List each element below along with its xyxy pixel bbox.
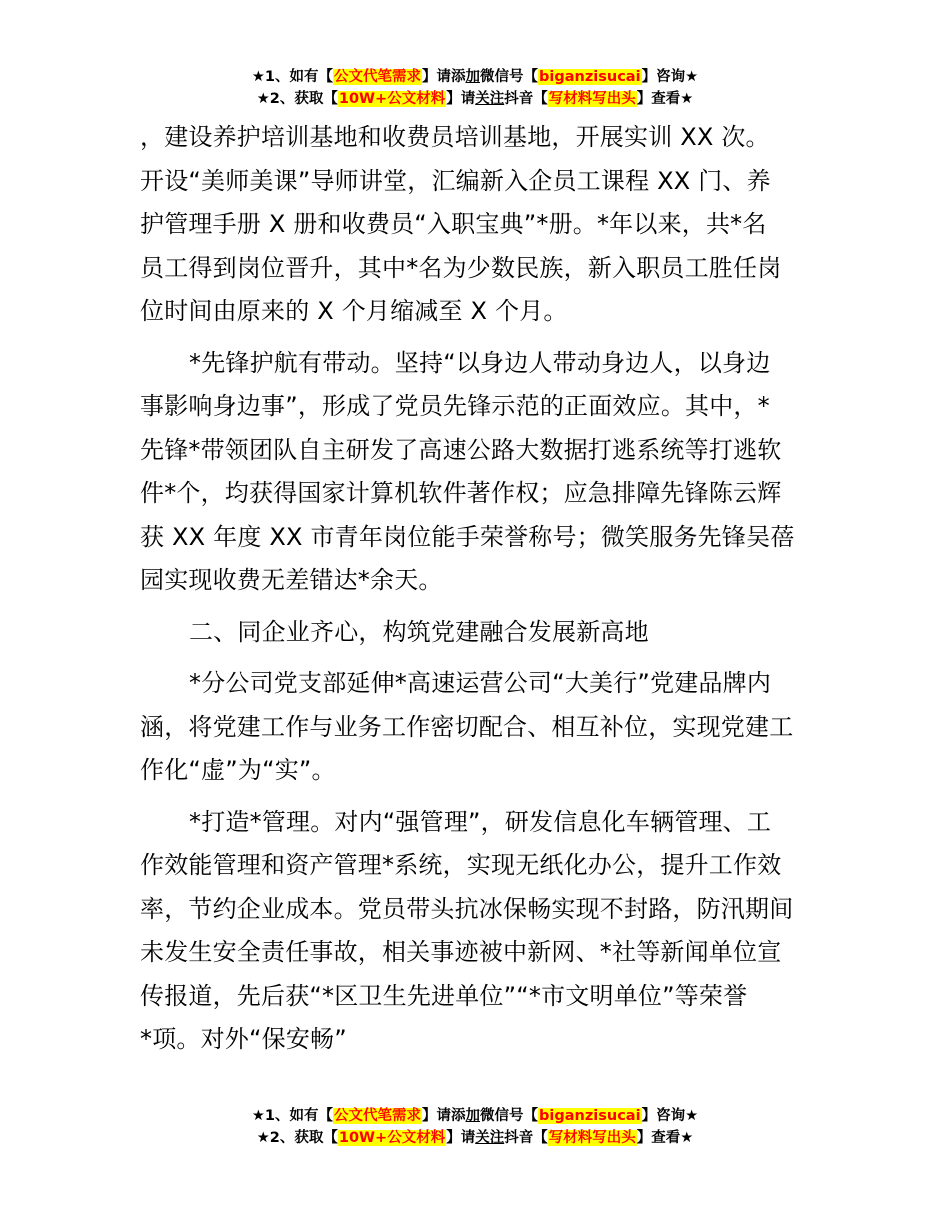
banner-line-1 (0, 66, 950, 88)
banner-highlight: 公文代笔需求 (334, 1108, 422, 1124)
paragraph-line: *先锋护航有带动。坚持“以身边人带动身边人，以身边 (189, 348, 771, 377)
paragraph-line: 先锋*带领团队自主研发了高速公路大数据打逃系统等打逃软 (140, 435, 782, 464)
paragraph-line: *打造*管理。对内“强管理”，研发信息化车辆管理、工 (189, 807, 772, 836)
paragraph-line: 开设“美师美课”导师讲堂，汇编新入企员工课程 XX 门、养 (140, 166, 771, 195)
banner-text: 】请添 (422, 69, 466, 85)
banner-highlight: 写材料写出头 (548, 1130, 636, 1146)
banner-text: 微信号【 (480, 69, 539, 85)
banner-text: 抖音【 (504, 1130, 548, 1146)
banner-text: 抖音【 (504, 91, 548, 107)
banner-highlight: 10W+公文材料 (338, 91, 446, 107)
banner-text: ★1、如有【 (251, 1108, 334, 1124)
banner-text: 】请 (446, 91, 476, 107)
paragraph-line: 护管理手册 X 册和收费员“入职宝典”*册。*年以来，共*名 (140, 210, 767, 238)
banner-text: 】请添 (422, 1108, 466, 1124)
banner-text: 】请 (446, 1130, 476, 1146)
paragraph-line: ，建设养护培训基地和收费员培训基地，开展实训 XX 次。 (140, 123, 770, 151)
banner-line-2 (0, 1127, 950, 1149)
paragraph-line: 率，节约企业成本。党员带头抗冰保畅实现不封路，防汛期间 (140, 894, 794, 923)
banner-highlight: 写材料写出头 (548, 91, 636, 107)
banner-underline: 关注 (475, 91, 505, 107)
paragraph-line: 作化“虚”为“实”。 (140, 756, 336, 784)
banner-text: 】咨询★ (641, 1108, 699, 1124)
banner-line-2 (0, 88, 950, 110)
paragraph-line: 获 XX 年度 XX 市青年岗位能手荣誉称号；微笑服务先锋吴蓓 (140, 522, 795, 551)
banner-underline: 关注 (475, 1130, 505, 1146)
paragraph-line: 园实现收费无差错达*余天。 (140, 566, 443, 594)
banner-text: ★2、获取【 (256, 91, 338, 107)
section-heading: 二、同企业齐心，构筑党建融合发展新高地 (189, 617, 649, 646)
banner-text: ★1、如有【 (251, 69, 334, 85)
document-body (140, 116, 830, 1062)
footer-banner (0, 1105, 950, 1149)
paragraph-line: 传报道，先后获“*区卫生先进单位”“*市文明单位”等荣誉 (140, 981, 748, 1010)
banner-text: 】咨询★ (641, 69, 699, 85)
banner-text: 】查看★ (636, 91, 694, 107)
banner-line-1 (0, 1105, 950, 1127)
banner-underline: 加 (465, 1108, 481, 1124)
banner-text: ★2、获取【 (256, 1130, 338, 1146)
banner-text: 】查看★ (636, 1130, 694, 1146)
banner-highlight: 公文代笔需求 (334, 69, 422, 85)
paragraph-line: *分公司党支部延伸*高速运营公司“大美行”党建品牌内 (189, 669, 772, 697)
banner-highlight: 10W+公文材料 (338, 1130, 446, 1146)
banner-highlight: biganzisucai (539, 1108, 641, 1124)
paragraph-line: 件*个，均获得国家计算机软件著作权；应急排障先锋陈云辉 (140, 479, 782, 507)
banner-underline: 加 (465, 69, 481, 85)
paragraph-line: 未发生安全责任事故，相关事迹被中新网、*社等新闻单位宣 (140, 938, 782, 966)
paragraph-line: 事影响身边事”，形成了党员先锋示范的正面效应。其中，* (140, 392, 770, 420)
paragraph-line: 作效能管理和资产管理*系统，实现无纸化办公，提升工作效 (140, 851, 782, 879)
paragraph-line: *项。对外“保安畅” (140, 1025, 347, 1053)
banner-text: 微信号【 (480, 1108, 539, 1124)
paragraph-line: 涵，将党建工作与业务工作密切配合、相互补位，实现党建工 (140, 712, 794, 741)
header-banner (0, 66, 950, 110)
banner-highlight: biganzisucai (539, 69, 641, 85)
paragraph-line: 位时间由原来的 X 个月缩减至 X 个月。 (140, 297, 568, 325)
paragraph-line: 员工得到岗位晋升，其中*名为少数民族，新入职员工胜任岗 (140, 253, 782, 282)
